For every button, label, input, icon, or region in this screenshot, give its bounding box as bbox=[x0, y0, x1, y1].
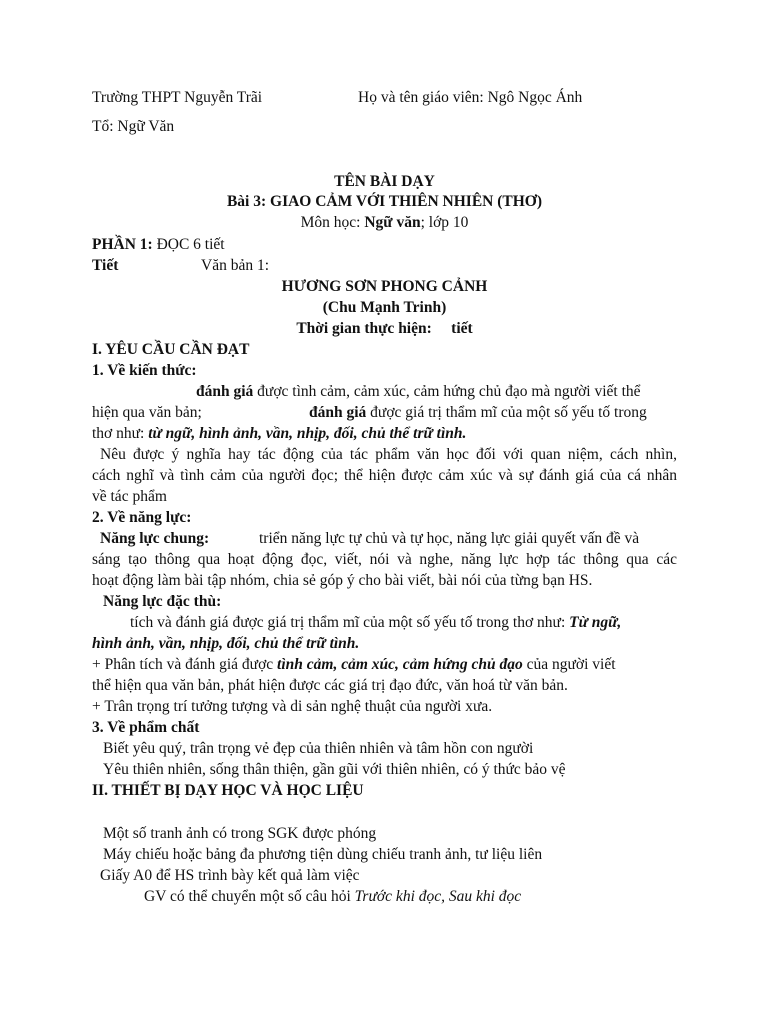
ability-general-line-1: Năng lực chung: triển năng lực tự chủ và tự học, năng lực giải quyết vấn đề và bbox=[100, 530, 640, 547]
knowledge-line-1: đánh giá được tình cảm, cảm xúc, cảm hứng chủ đạo mà người viết thể bbox=[196, 383, 641, 400]
equipment-line-2: Máy chiếu hoặc bảng đa phương tiện dùng chiếu tranh ảnh, tư liệu liên bbox=[103, 846, 543, 863]
header-row bbox=[92, 88, 677, 109]
school-name: Trường THPT Nguyễn Trãi bbox=[92, 89, 263, 106]
period-label: Tiết bbox=[92, 257, 119, 274]
department: Tổ: Ngữ Văn bbox=[92, 118, 175, 135]
subject-line: Môn học: Ngữ văn; lớp 10 bbox=[300, 214, 469, 231]
ability-specific-line-4: thể hiện qua văn bản, phát hiện được các giá trị đạo đức, văn hoá từ văn bản. bbox=[92, 677, 568, 694]
period-text: Văn bản 1: bbox=[201, 257, 270, 274]
section1-heading: I. YÊU CẦU CẦN ĐẠT bbox=[92, 341, 250, 358]
lesson-title: Bài 3: GIAO CẢM VỚI THIÊN NHIÊN (THƠ) bbox=[226, 193, 543, 210]
subject-name: Ngữ văn bbox=[364, 214, 421, 231]
quality-heading: 3. Về phẩm chất bbox=[92, 719, 200, 736]
equipment-line-1: Một số tranh ảnh có trong SGK được phóng bbox=[103, 825, 377, 842]
quality-line-2: Yêu thiên nhiên, sống thân thiện, gần gũi với thiên nhiên, có ý thức bảo vệ bbox=[103, 761, 566, 778]
ability-specific-line-3: + Phân tích và đánh giá được tình cảm, cảm xúc, cảm hứng chủ đạo của người viết bbox=[92, 656, 616, 673]
teacher-name: Họ và tên giáo viên: Ngô Ngọc Ánh bbox=[358, 89, 583, 106]
ability-specific-line-1: tích và đánh giá được giá trị thẩm mĩ của một số yếu tố trong thơ như: Từ ngữ, bbox=[130, 614, 622, 631]
knowledge-line-3: thơ như: từ ngữ, hình ảnh, vần, nhịp, đối, chủ thể trữ tình. bbox=[92, 425, 467, 442]
section2-heading: II. THIẾT BỊ DẠY HỌC VÀ HỌC LIỆU bbox=[92, 782, 364, 799]
ability-general-line-2: sáng tạo thông qua hoạt động đọc, viết, nói và nghe, năng lực hợp tác thông qua các bbox=[92, 551, 677, 568]
equipment-line-3: Giấy A0 để HS trình bày kết quả làm việc bbox=[100, 867, 360, 884]
ability-heading: 2. Về năng lực: bbox=[92, 509, 192, 526]
period-line bbox=[92, 256, 677, 277]
lesson-label: TÊN BÀI DẠY bbox=[334, 173, 435, 190]
ability-specific-line-2: hình ảnh, vần, nhịp, đối, chủ thể trữ tình. bbox=[92, 635, 360, 652]
knowledge-line-6: về tác phẩm bbox=[92, 488, 167, 505]
specific-ability-label: Năng lực đặc thù: bbox=[103, 593, 222, 610]
knowledge-line-4: Nêu được ý nghĩa hay tác động của tác phẩm văn học đối với quan niệm, cách nhìn, bbox=[100, 446, 677, 463]
part-line bbox=[92, 235, 677, 256]
knowledge-line-2: hiện qua văn bản; đánh giá được giá trị thẩm mĩ của một số yếu tố trong bbox=[92, 404, 647, 421]
ability-specific-line-5: + Trân trọng trí tưởng tượng và di sản nghệ thuật của người xưa. bbox=[92, 698, 493, 715]
text-title: HƯƠNG SƠN PHONG CẢNH bbox=[281, 278, 488, 295]
text-author: (Chu Mạnh Trinh) bbox=[322, 299, 447, 316]
part-label: PHẦN 1: bbox=[92, 236, 153, 253]
knowledge-heading: 1. Về kiến thức: bbox=[92, 362, 197, 379]
equipment-line-4: GV có thể chuyển một số câu hỏi Trước khi đọc, Sau khi đọc bbox=[144, 888, 522, 905]
duration-line: Thời gian thực hiện: tiết bbox=[296, 320, 473, 337]
general-ability-label: Năng lực chung: bbox=[100, 530, 210, 547]
part-text: ĐỌC 6 tiết bbox=[152, 236, 225, 253]
knowledge-line-5: cách nghĩ và tình cảm của người đọc; thể hiện được cảm xúc và sự đánh giá của cá nhân bbox=[92, 467, 677, 484]
ability-general-line-3: hoạt động làm bài tập nhóm, chia sẻ góp ý cho bài viết, bài nói của từng bạn HS. bbox=[92, 572, 593, 589]
quality-line-1: Biết yêu quý, trân trọng vẻ đẹp của thiên nhiên và tâm hồn con người bbox=[103, 740, 534, 757]
